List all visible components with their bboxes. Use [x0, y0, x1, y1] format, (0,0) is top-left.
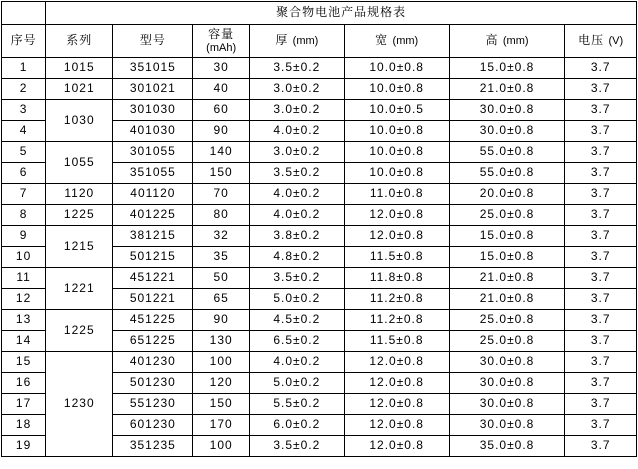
cell-model: 501221	[113, 289, 193, 310]
cell-capacity: 32	[193, 226, 250, 247]
cell-height: 15.0±0.8	[449, 58, 565, 79]
cell-thickness: 3.0±0.2	[250, 79, 345, 100]
cell-series: 1230	[46, 352, 113, 457]
column-header-unit-6: (mm)	[502, 35, 529, 48]
cell-capacity: 100	[193, 436, 250, 457]
cell-height: 30.0±0.8	[449, 352, 565, 373]
cell-voltage: 3.7	[565, 373, 637, 394]
cell-no: 15	[2, 352, 46, 373]
table-row	[2, 58, 637, 79]
cell-model: 451225	[113, 310, 193, 331]
corner-blank-cell	[2, 2, 46, 25]
cell-height: 55.0±0.8	[449, 163, 565, 184]
cell-voltage: 3.7	[565, 352, 637, 373]
cell-series: 1015	[46, 58, 113, 79]
cell-voltage: 3.7	[565, 415, 637, 436]
cell-voltage: 3.7	[565, 79, 637, 100]
cell-voltage: 3.7	[565, 268, 637, 289]
cell-model: 551230	[113, 394, 193, 415]
table-row	[2, 268, 637, 289]
cell-thickness: 3.5±0.2	[250, 268, 345, 289]
table-row	[2, 79, 637, 100]
cell-no: 2	[2, 79, 46, 100]
cell-height: 20.0±0.8	[449, 184, 565, 205]
cell-height: 30.0±0.8	[449, 121, 565, 142]
cell-no: 16	[2, 373, 46, 394]
cell-no: 3	[2, 100, 46, 121]
cell-no: 9	[2, 226, 46, 247]
cell-model: 401230	[113, 352, 193, 373]
cell-width: 10.0±0.8	[344, 142, 449, 163]
cell-voltage: 3.7	[565, 142, 637, 163]
cell-width: 12.0±0.8	[344, 373, 449, 394]
cell-width: 11.5±0.8	[344, 331, 449, 352]
cell-height: 25.0±0.8	[449, 205, 565, 226]
cell-voltage: 3.7	[565, 163, 637, 184]
column-header-label-3: 容量	[208, 26, 235, 41]
cell-no: 11	[2, 268, 46, 289]
cell-series: 1055	[46, 142, 113, 184]
cell-capacity: 170	[193, 415, 250, 436]
table-row	[2, 100, 637, 121]
column-header-label-6: 高	[485, 33, 499, 48]
table-row	[2, 184, 637, 205]
cell-width: 10.0±0.8	[344, 79, 449, 100]
cell-series: 1030	[46, 100, 113, 142]
column-header-unit-3: (mAh)	[206, 41, 237, 54]
cell-model: 301030	[113, 100, 193, 121]
cell-thickness: 4.0±0.2	[250, 121, 345, 142]
cell-no: 18	[2, 415, 46, 436]
cell-thickness: 3.5±0.2	[250, 163, 345, 184]
cell-no: 8	[2, 205, 46, 226]
cell-capacity: 40	[193, 79, 250, 100]
cell-thickness: 6.0±0.2	[250, 415, 345, 436]
cell-series: 1120	[46, 184, 113, 205]
cell-capacity: 50	[193, 268, 250, 289]
column-header-unit-5: (mm)	[392, 35, 419, 48]
cell-series: 1225	[46, 310, 113, 352]
cell-voltage: 3.7	[565, 310, 637, 331]
column-header-unit-4: (mm)	[292, 35, 319, 48]
cell-model: 501215	[113, 247, 193, 268]
cell-width: 11.2±0.8	[344, 289, 449, 310]
cell-height: 15.0±0.8	[449, 247, 565, 268]
cell-model: 651225	[113, 331, 193, 352]
table-row	[2, 205, 637, 226]
cell-voltage: 3.7	[565, 205, 637, 226]
cell-thickness: 5.5±0.2	[250, 394, 345, 415]
cell-model: 381215	[113, 226, 193, 247]
cell-height: 30.0±0.8	[449, 100, 565, 121]
cell-thickness: 4.0±0.2	[250, 352, 345, 373]
cell-no: 7	[2, 184, 46, 205]
cell-capacity: 90	[193, 121, 250, 142]
cell-thickness: 4.5±0.2	[250, 310, 345, 331]
cell-thickness: 4.0±0.2	[250, 205, 345, 226]
cell-width: 10.0±0.8	[344, 163, 449, 184]
column-header-unit-7: (V)	[608, 35, 624, 48]
cell-width: 11.2±0.8	[344, 310, 449, 331]
cell-model: 401225	[113, 205, 193, 226]
cell-thickness: 3.0±0.2	[250, 142, 345, 163]
cell-thickness: 3.8±0.2	[250, 226, 345, 247]
cell-model: 351235	[113, 436, 193, 457]
cell-capacity: 90	[193, 310, 250, 331]
cell-width: 12.0±0.8	[344, 352, 449, 373]
cell-model: 301055	[113, 142, 193, 163]
cell-no: 12	[2, 289, 46, 310]
column-header-label-5: 宽	[375, 33, 389, 48]
cell-thickness: 5.0±0.2	[250, 289, 345, 310]
cell-no: 1	[2, 58, 46, 79]
cell-capacity: 30	[193, 58, 250, 79]
cell-capacity: 80	[193, 205, 250, 226]
cell-no: 14	[2, 331, 46, 352]
cell-voltage: 3.7	[565, 394, 637, 415]
table-row	[2, 226, 637, 247]
cell-voltage: 3.7	[565, 58, 637, 79]
cell-width: 10.0±0.8	[344, 58, 449, 79]
cell-voltage: 3.7	[565, 289, 637, 310]
cell-no: 4	[2, 121, 46, 142]
column-header-2: 型号	[113, 25, 193, 58]
cell-model: 401120	[113, 184, 193, 205]
title-row	[2, 2, 637, 25]
column-header-7	[565, 25, 637, 58]
cell-voltage: 3.7	[565, 247, 637, 268]
cell-thickness: 5.0±0.2	[250, 373, 345, 394]
cell-voltage: 3.7	[565, 184, 637, 205]
cell-model: 601230	[113, 415, 193, 436]
cell-width: 12.0±0.8	[344, 436, 449, 457]
cell-thickness: 3.0±0.2	[250, 100, 345, 121]
cell-width: 10.0±0.5	[344, 100, 449, 121]
page-title: 聚合物电池产品规格表	[46, 2, 637, 25]
table-row	[2, 142, 637, 163]
cell-series: 1221	[46, 268, 113, 310]
cell-no: 10	[2, 247, 46, 268]
cell-no: 6	[2, 163, 46, 184]
cell-height: 15.0±0.8	[449, 226, 565, 247]
cell-height: 21.0±0.8	[449, 268, 565, 289]
cell-capacity: 60	[193, 100, 250, 121]
cell-thickness: 4.0±0.2	[250, 184, 345, 205]
cell-thickness: 6.5±0.2	[250, 331, 345, 352]
column-header-0: 序号	[2, 25, 46, 58]
cell-no: 5	[2, 142, 46, 163]
cell-no: 13	[2, 310, 46, 331]
cell-voltage: 3.7	[565, 100, 637, 121]
column-header-5	[344, 25, 449, 58]
cell-height: 21.0±0.8	[449, 79, 565, 100]
cell-width: 12.0±0.8	[344, 415, 449, 436]
cell-series: 1021	[46, 79, 113, 100]
table-body	[2, 2, 637, 457]
cell-voltage: 3.7	[565, 121, 637, 142]
cell-model: 401030	[113, 121, 193, 142]
cell-model: 351015	[113, 58, 193, 79]
cell-model: 501230	[113, 373, 193, 394]
cell-width: 12.0±0.8	[344, 205, 449, 226]
cell-height: 30.0±0.8	[449, 394, 565, 415]
cell-width: 11.0±0.8	[344, 184, 449, 205]
cell-capacity: 65	[193, 289, 250, 310]
cell-model: 451221	[113, 268, 193, 289]
cell-width: 11.5±0.8	[344, 247, 449, 268]
column-header-label-4: 厚	[275, 33, 289, 48]
cell-capacity: 130	[193, 331, 250, 352]
cell-height: 30.0±0.8	[449, 373, 565, 394]
cell-thickness: 4.8±0.2	[250, 247, 345, 268]
cell-capacity: 70	[193, 184, 250, 205]
cell-width: 12.0±0.8	[344, 394, 449, 415]
cell-capacity: 35	[193, 247, 250, 268]
column-header-3	[193, 25, 250, 58]
cell-height: 55.0±0.8	[449, 142, 565, 163]
cell-width: 10.0±0.8	[344, 121, 449, 142]
cell-series: 1215	[46, 226, 113, 268]
column-header-6	[449, 25, 565, 58]
column-header-label-7: 电压	[578, 33, 605, 48]
cell-no: 17	[2, 394, 46, 415]
column-header-1: 系列	[46, 25, 113, 58]
cell-thickness: 3.5±0.2	[250, 58, 345, 79]
cell-capacity: 100	[193, 352, 250, 373]
cell-width: 11.8±0.8	[344, 268, 449, 289]
cell-height: 30.0±0.8	[449, 415, 565, 436]
cell-voltage: 3.7	[565, 436, 637, 457]
cell-thickness: 3.5±0.2	[250, 436, 345, 457]
cell-height: 21.0±0.8	[449, 289, 565, 310]
cell-capacity: 150	[193, 163, 250, 184]
cell-height: 25.0±0.8	[449, 310, 565, 331]
table-row	[2, 352, 637, 373]
cell-model: 301021	[113, 79, 193, 100]
column-header-4	[250, 25, 345, 58]
table-row	[2, 310, 637, 331]
cell-model: 351055	[113, 163, 193, 184]
cell-voltage: 3.7	[565, 331, 637, 352]
cell-capacity: 150	[193, 394, 250, 415]
cell-capacity: 140	[193, 142, 250, 163]
header-row	[2, 25, 637, 58]
polymer-battery-spec-table	[1, 1, 637, 457]
cell-no: 19	[2, 436, 46, 457]
cell-capacity: 120	[193, 373, 250, 394]
cell-series: 1225	[46, 205, 113, 226]
cell-height: 25.0±0.8	[449, 331, 565, 352]
cell-width: 12.0±0.8	[344, 226, 449, 247]
cell-height: 35.0±0.8	[449, 436, 565, 457]
cell-voltage: 3.7	[565, 226, 637, 247]
